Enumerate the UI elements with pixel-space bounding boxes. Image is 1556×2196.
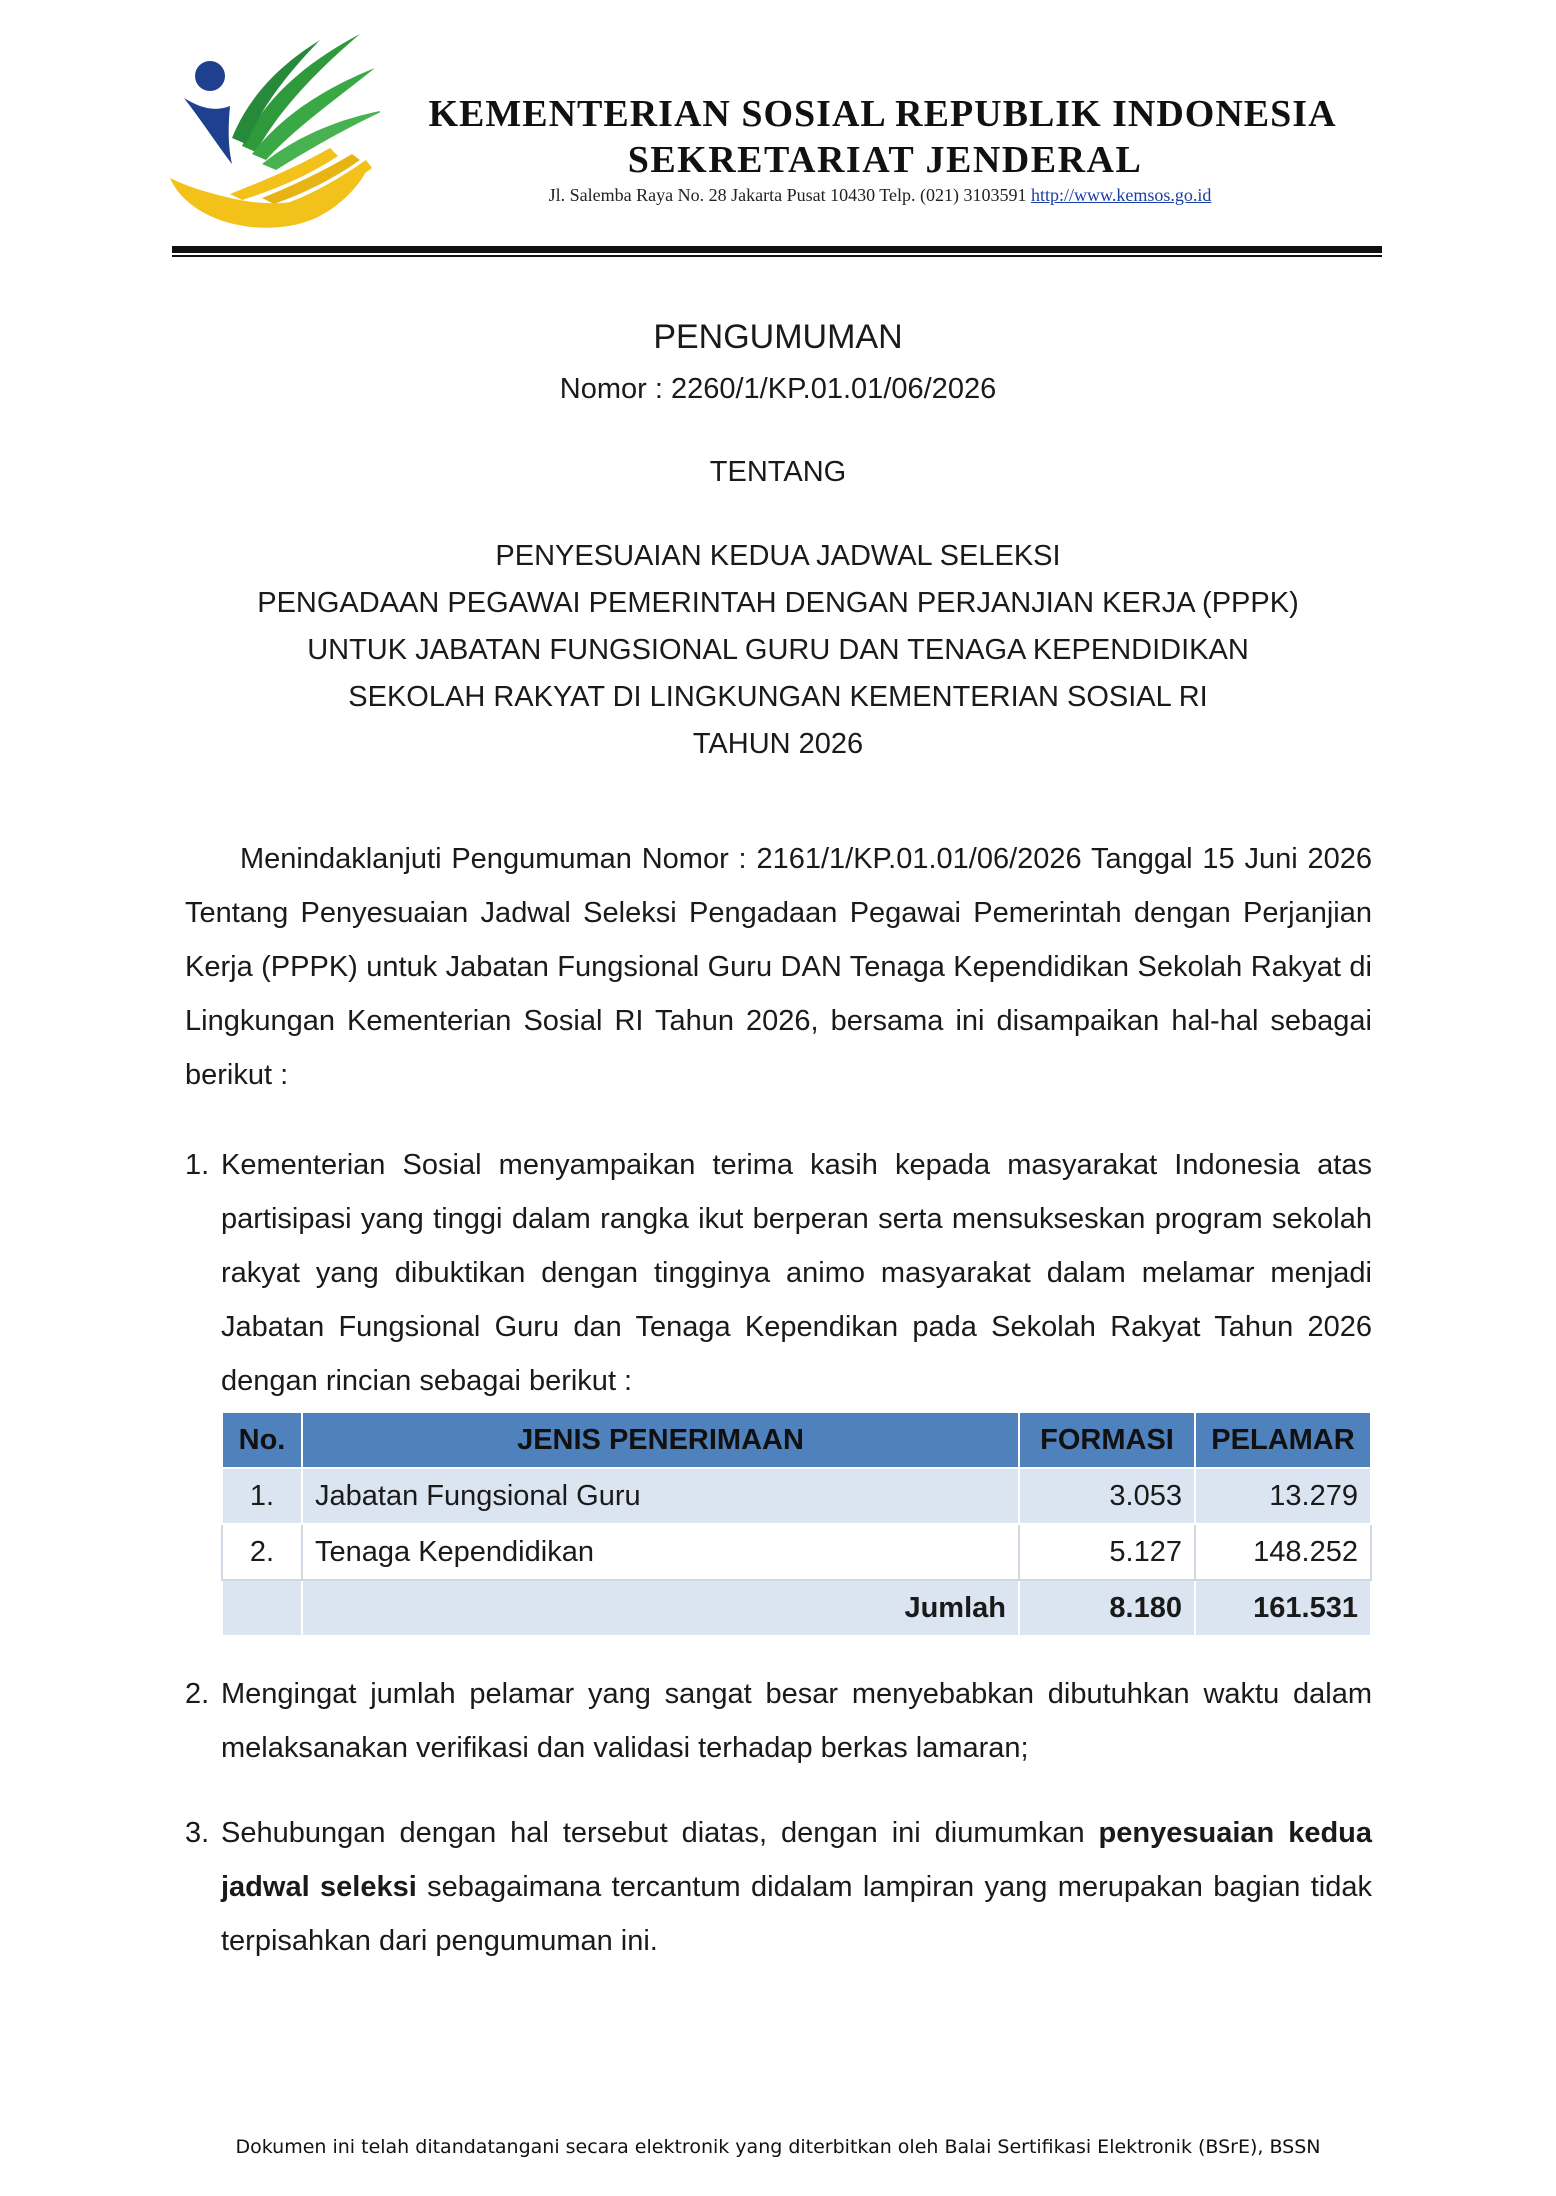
list-item-text: Kementerian Sosial menyampaikan terima kasih kepada masyarakat Indonesia atas partisipasi yang tinggi dalam rangka ikut berperan serta mensukseskan program sekolah rakyat yang dibuktikan dengan tingginya animo masyarakat dalam melamar menjadi Jabatan Fungsional Guru dan Tenaga Kependikan pada Sekolah Rakyat Tahun 2026 dengan rincian sebagai berikut : [221, 1149, 1372, 1397]
subject-line-2: PENGADAAN PEGAWAI PEMERINTAH DENGAN PERJANJIAN KERJA (PPPK) [257, 587, 1299, 619]
list-item-3 [185, 1806, 1372, 1968]
subject-line-4: SEKOLAH RAKYAT DI LINGKUNGAN KEMENTERIAN SOSIAL RI [348, 681, 1208, 713]
header-pelamar: PELAMAR [1195, 1412, 1371, 1468]
subject-line-3: UNTUK JABATAN FUNGSIONAL GURU DAN TENAGA KEPENDIDIKAN [307, 634, 1249, 666]
letterhead-unit: SEKRETARIAT JENDERAL [627, 139, 1143, 181]
esign-footer: Dokumen ini telah ditandatangani secara elektronik yang diterbitkan oleh Balai Sertifikasi Elektronik (BSrE), BSSN [235, 2136, 1321, 2158]
subject-line-5: TAHUN 2026 [692, 728, 864, 760]
intro-paragraph: Menindaklanjuti Pengumuman Nomor : 2161/1/KP.01.01/06/2026 Tanggal 15 Juni 2026 Tentang Penyesuaian Jadwal Seleksi Pengadaan Pegawai Pemerintah dengan Perjanjian Kerja (PPPK) untuk Jabatan Fungsional Guru DAN Tenaga Kependidikan Sekolah Rakyat di Lingkungan Kementerian Sosial RI Tahun 2026, bersama ini disampaikan hal-hal sebagai berikut : [185, 843, 1372, 1091]
table-header-row [222, 1412, 1371, 1468]
total-formasi: 8.180 [1019, 1580, 1195, 1636]
cell-pelamar: 13.279 [1195, 1468, 1371, 1524]
announcement-tentang: TENTANG [709, 456, 847, 488]
table-total-row [222, 1580, 1371, 1636]
list-item-number: 1. [185, 1149, 210, 1181]
list-item-text: Mengingat jumlah pelamar yang sangat besar menyebabkan dibutuhkan waktu dalam melaksanakan verifikasi dan validasi terhadap berkas lamaran; [221, 1678, 1372, 1764]
cell-no: 1. [222, 1468, 302, 1524]
list-item-text-bold: penyesuaian kedua jadwal seleksi [221, 1817, 1373, 1903]
cell-formasi: 5.127 [1019, 1524, 1195, 1580]
cell-pelamar: 148.252 [1195, 1524, 1371, 1580]
announcement-title: PENGUMUMAN [653, 318, 903, 356]
cell-formasi: 3.053 [1019, 1468, 1195, 1524]
letterhead-website-link[interactable]: http://www.kemsos.go.id [1031, 185, 1212, 205]
kemensos-logo-icon [170, 28, 380, 238]
header-formasi: FORMASI [1019, 1412, 1195, 1468]
header-no: No. [222, 1412, 302, 1468]
letterhead-rule-thick [172, 246, 1382, 253]
announcement-number: Nomor : 2260/1/KP.01.01/06/2026 [559, 373, 997, 405]
cell-no: 2. [222, 1524, 302, 1580]
list-item-1 [185, 1138, 1372, 1408]
letterhead-rule-thin [172, 255, 1382, 257]
list-item-number: 2. [185, 1678, 210, 1710]
letterhead-org: KEMENTERIAN SOSIAL REPUBLIK INDONESIA [428, 93, 1337, 135]
recap-table [221, 1411, 1372, 1637]
list-item-2 [185, 1667, 1372, 1775]
cell-jenis: Jabatan Fungsional Guru [302, 1468, 1019, 1524]
list-item-text-before: Sehubungan dengan hal tersebut diatas, dengan ini diumumkan [221, 1817, 1099, 1849]
list-item-number: 3. [185, 1817, 210, 1849]
total-pelamar: 161.531 [1195, 1580, 1371, 1636]
header-jenis: JENIS PENERIMAAN [302, 1412, 1019, 1468]
cell-empty [222, 1580, 302, 1636]
cell-jenis: Tenaga Kependidikan [302, 1524, 1019, 1580]
letterhead-address: Jl. Salemba Raya No. 28 Jakarta Pusat 10430 Telp. (021) 3103591 [548, 185, 1027, 205]
letterhead-address-line [380, 185, 1380, 206]
subject-line-1: PENYESUAIAN KEDUA JADWAL SELEKSI [495, 540, 1061, 572]
list-item-text [221, 1806, 1372, 1968]
table-row [222, 1468, 1371, 1524]
total-label: Jumlah [302, 1580, 1019, 1636]
table-row [222, 1524, 1371, 1580]
list-item-text-after: sebagaimana tercantum didalam lampiran yang merupakan bagian tidak terpisahkan dari pengumuman ini. [221, 1871, 1372, 1957]
